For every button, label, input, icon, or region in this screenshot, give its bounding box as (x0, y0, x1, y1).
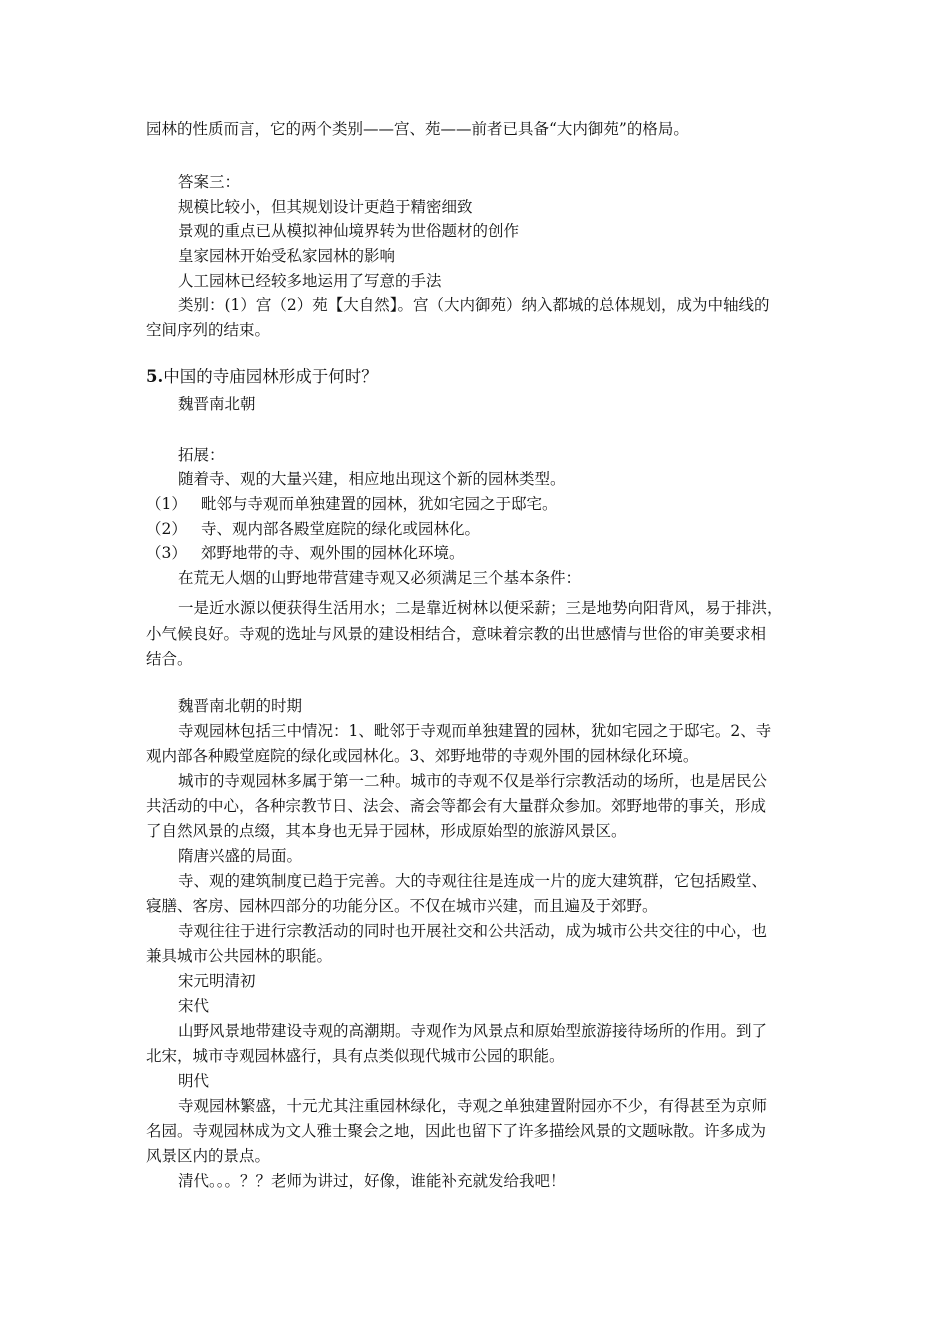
closing-line: 清代。。。？？老师为讲过，好像，谁能补充就发给我吧！ (178, 1172, 566, 1190)
period-paragraph: 寺观园林繁盛，十元尤其注重园林绿化，寺观之单独建置附园亦不少，有得甚至为京师 (178, 1097, 768, 1115)
period-paragraph: 共活动的中心，各种宗教节日、法会、斋会等都会有大量群众参加。郊野地带的事关，形成 (146, 797, 767, 815)
sub-heading: 宋元明清初 (178, 972, 256, 990)
question-five-heading (146, 364, 378, 389)
answer-line: 规模比较小，但其规划设计更趋于精密细致 (178, 198, 473, 216)
period-paragraph: 山野风景地带建设寺观的高潮期。寺观作为风景点和原始型旅游接待场所的作用。到了 (178, 1022, 768, 1040)
list-item-text: 寺、观内部各殿堂庭院的绿化或园林化。 (201, 520, 481, 538)
question-number: 5. (146, 367, 164, 386)
period-paragraph: 名园。寺观园林成为文人雅士聚会之地，因此也留下了许多描绘风景的文题咏散。许多成为 (146, 1122, 767, 1140)
conditions-line: 一是近水源以便获得生活用水；二是靠近树林以便采薪；三是地势向阳背风，易于排洪， (178, 599, 783, 617)
period-paragraph: 寺观往往于进行宗教活动的同时也开展社交和公共活动，成为城市公共交往的中心，也 (178, 922, 768, 940)
period-paragraph: 寺观园林包括三中情况：1、毗邻于寺观而单独建置的园林，犹如宅园之于邸宅。2、寺 (178, 722, 772, 740)
period-paragraph: 了自然风景的点缀，其本身也无异于园林，形成原始型的旅游风景区。 (146, 822, 627, 840)
conditions-title: 在荒无人烟的山野地带营建寺观又必须满足三个基本条件： (178, 569, 582, 587)
answer-three-title: 答案三： (178, 173, 241, 191)
list-item-number: （3） (146, 544, 187, 562)
period-paragraph: 寺、观的建筑制度已趋于完善。大的寺观往往是连成一片的庞大建筑群，它包括殿堂、 (178, 872, 768, 890)
list-item-text: 毗邻与寺观而单独建置的园林，犹如宅园之于邸宅。 (201, 495, 558, 513)
conditions-line: 小气候良好。寺观的选址与风景的建设相结合，意味着宗教的出世感情与世俗的审美要求相 (146, 625, 767, 643)
list-item (146, 541, 465, 566)
sub-heading: 明代 (178, 1072, 210, 1090)
sub-heading: 隋唐兴盛的局面。 (178, 847, 303, 865)
expand-title: 拓展： (178, 446, 225, 464)
list-item (146, 492, 558, 517)
list-item-number: （1） (146, 495, 187, 513)
conditions-line: 结合。 (146, 650, 193, 668)
period-paragraph: 观内部各种殿堂庭院的绿化或园林化。3、郊野地带的寺观外围的园林绿化环境。 (146, 747, 699, 765)
category-line: 类别：(1）宫（2）苑【大自然】。宫（大内御苑）纳入都城的总体规划，成为中轴线的 (178, 296, 770, 314)
period-paragraph: 寝膳、客房、园林四部分的功能分区。不仅在城市兴建，而且遍及于郊野。 (146, 897, 658, 915)
period-paragraph: 城市的寺观园林多属于第一二种。城市的寺观不仅是举行宗教活动的场所，也是居民公 (178, 772, 768, 790)
list-item-number: （2） (146, 520, 187, 538)
answer-line: 皇家园林开始受私家园林的影响 (178, 247, 396, 265)
period-paragraph: 兼具城市公共园林的职能。 (146, 947, 333, 965)
list-item-text: 郊野地带的寺、观外围的园林化环境。 (201, 544, 465, 562)
period-title: 魏晋南北朝的时期 (178, 697, 303, 715)
list-item (146, 517, 480, 542)
paragraph-line: 园林的性质而言，它的两个类别——宫、苑——前者已具备“大内御苑”的格局。 (146, 120, 689, 138)
question-answer: 魏晋南北朝 (178, 395, 256, 413)
category-line-cont: 空间序列的结束。 (146, 321, 271, 339)
expand-intro: 随着寺、观的大量兴建，相应地出现这个新的园林类型。 (178, 470, 566, 488)
answer-line: 人工园林已经较多地运用了写意的手法 (178, 272, 442, 290)
question-text: 中国的寺庙园林形成于何时？ (163, 367, 378, 386)
period-paragraph: 风景区内的景点。 (146, 1147, 271, 1165)
sub-heading: 宋代 (178, 997, 210, 1015)
answer-line: 景观的重点已从模拟神仙境界转为世俗题材的创作 (178, 222, 520, 240)
period-paragraph: 北宋，城市寺观园林盛行，具有点类似现代城市公园的职能。 (146, 1047, 565, 1065)
